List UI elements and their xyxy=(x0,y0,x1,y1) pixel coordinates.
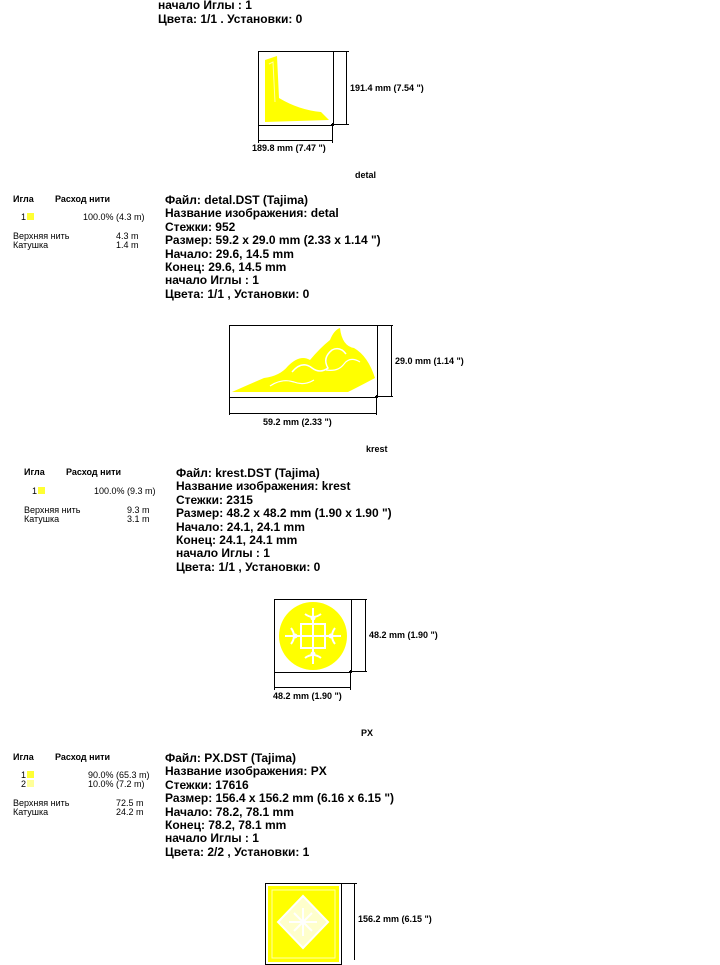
needle-usage: 100.0% (4.3 m) xyxy=(83,212,145,222)
info-stitches: Стежки: 952 xyxy=(165,219,236,234)
info-colors-settings: Цвета: 1/1 , Установки: 0 xyxy=(176,559,321,574)
upper-thread-label: Верхняя нить xyxy=(13,231,70,241)
info-start: Начало: 24.1, 24.1 mm xyxy=(176,519,305,534)
info-needle-start: начало Иглы : 1 xyxy=(176,546,270,561)
bobbin-value: 24.2 m xyxy=(116,807,144,817)
info-size: Размер: 48.2 x 48.2 mm (1.90 x 1.90 ") xyxy=(176,506,392,521)
design-info-krest xyxy=(176,467,392,574)
color-swatch xyxy=(38,487,45,494)
needle-number: 2 xyxy=(21,779,27,789)
design-info-detal xyxy=(165,194,381,301)
section-title-px: PX xyxy=(361,728,374,738)
header-needle: Игла xyxy=(13,752,34,762)
info-size: Размер: 59.2 x 29.0 mm (2.33 x 1.14 ") xyxy=(165,233,381,248)
section-title-detal: detal xyxy=(355,170,377,180)
krest-dim-width: 48.2 mm (1.90 ") xyxy=(273,691,342,701)
design-preview-px xyxy=(265,883,342,965)
info-end: Конец: 24.1, 24.1 mm xyxy=(176,533,298,548)
header-thread-usage: Расход нити xyxy=(55,194,111,204)
top-dim-height: 191.4 mm (7.54 ") xyxy=(350,83,424,93)
color-swatch xyxy=(27,771,34,778)
bobbin-value: 1.4 m xyxy=(116,240,139,250)
needle-number: 1 xyxy=(32,486,38,496)
info-start: Начало: 78.2, 78.1 mm xyxy=(165,804,294,819)
needle-usage: 100.0% (9.3 m) xyxy=(94,486,156,496)
needle-number: 1 xyxy=(21,770,27,780)
header-needle: Игла xyxy=(24,467,45,477)
section-title-krest: krest xyxy=(366,444,388,454)
info-file: Файл: detal.DST (Tajima) xyxy=(165,193,309,207)
info-file: Файл: PX.DST (Tajima) xyxy=(165,751,297,765)
top-dim-width: 189.8 mm (7.47 ") xyxy=(252,143,326,153)
info-needle-start: начало Иглы : 1 xyxy=(165,273,259,288)
design-preview-krest xyxy=(274,599,352,673)
info-end: Конец: 78.2, 78.1 mm xyxy=(165,818,287,833)
info-image-name: Название изображения: detal xyxy=(165,206,339,221)
info-stitches: Стежки: 17616 xyxy=(165,777,249,792)
needle-usage: 90.0% (65.3 m) xyxy=(88,770,150,780)
info-start: Начало: 29.6, 14.5 mm xyxy=(165,246,294,261)
needle-number: 1 xyxy=(21,212,27,222)
upper-thread-value: 72.5 m xyxy=(116,798,144,808)
krest-dim-height: 48.2 mm (1.90 ") xyxy=(369,630,438,640)
upper-thread-value: 9.3 m xyxy=(127,505,150,515)
krest-embroidery-graphic xyxy=(275,600,351,672)
top-needle-start: начало Иглы : 1 xyxy=(158,0,252,12)
detal-dim-width: 59.2 mm (2.33 ") xyxy=(263,417,332,427)
info-file: Файл: krest.DST (Tajima) xyxy=(176,466,320,480)
top-colors-settings: Цвета: 1/1 . Установки: 0 xyxy=(158,12,303,26)
color-swatch xyxy=(27,213,34,220)
bobbin-label: Катушка xyxy=(13,240,49,250)
info-colors-settings: Цвета: 2/2 , Установки: 1 xyxy=(165,844,310,859)
bobbin-value: 3.1 m xyxy=(127,514,150,524)
corner-embroidery-graphic xyxy=(259,52,333,125)
bobbin-label: Катушка xyxy=(13,807,49,817)
info-colors-settings: Цвета: 1/1 , Установки: 0 xyxy=(165,286,310,301)
bobbin-label: Катушка xyxy=(24,514,60,524)
design-preview-corner xyxy=(258,51,334,126)
info-end: Конец: 29.6, 14.5 mm xyxy=(165,260,287,275)
header-needle: Игла xyxy=(13,194,34,204)
upper-thread-value: 4.3 m xyxy=(116,231,139,241)
px-embroidery-graphic xyxy=(266,884,341,964)
color-swatch xyxy=(27,780,34,787)
px-dim-height: 156.2 mm (6.15 ") xyxy=(358,914,432,924)
design-info-px xyxy=(165,752,394,859)
detal-dim-height: 29.0 mm (1.14 ") xyxy=(395,356,464,366)
info-needle-start: начало Иглы : 1 xyxy=(165,831,259,846)
detal-embroidery-graphic xyxy=(230,326,377,397)
needle-usage: 10.0% (7.2 m) xyxy=(88,779,145,789)
design-preview-detal xyxy=(229,325,378,398)
header-thread-usage: Расход нити xyxy=(55,752,111,762)
header-thread-usage: Расход нити xyxy=(66,467,122,477)
info-image-name: Название изображения: krest xyxy=(176,479,351,494)
info-image-name: Название изображения: PX xyxy=(165,764,327,779)
upper-thread-label: Верхняя нить xyxy=(13,798,70,808)
info-size: Размер: 156.4 x 156.2 mm (6.16 x 6.15 ") xyxy=(165,791,395,806)
info-stitches: Стежки: 2315 xyxy=(176,492,253,507)
upper-thread-label: Верхняя нить xyxy=(24,505,81,515)
